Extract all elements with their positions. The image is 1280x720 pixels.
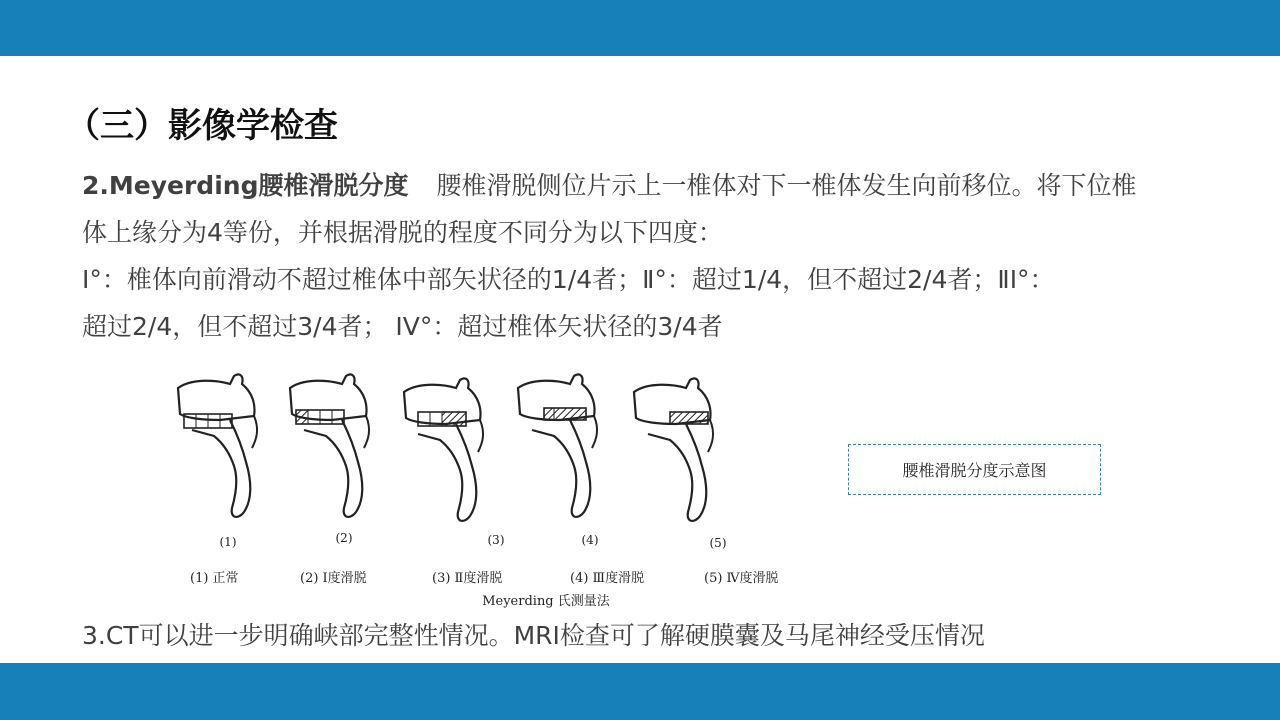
vertebra-grade-4 (634, 378, 713, 521)
vertebra-grade-3 (518, 374, 597, 517)
vertebra-grade-1 (290, 374, 369, 517)
top-banner (0, 0, 1280, 56)
spondylolisthesis-grading-figure (166, 362, 816, 618)
description-line-1 (82, 162, 1202, 209)
figure-number-4: (4) (581, 533, 599, 547)
figure-caption: 腰椎滑脱分度示意图 (848, 444, 1101, 495)
slide-title: （三）影像学检查 (66, 106, 338, 146)
figure-label-3: (3) Ⅱ度滑脱 (432, 571, 503, 586)
ct-mri-note: 3.CT可以进一步明确峡部完整性情况。MRI检查可了解硬膜囊及马尾神经受压情况 (82, 621, 985, 650)
vertebra-normal (178, 374, 257, 517)
figure-label-4: (4) Ⅲ度滑脱 (570, 571, 645, 586)
vertebra-diagram (166, 362, 816, 618)
figure-label-2: (2) Ⅰ度滑脱 (300, 571, 367, 586)
grade-definitions-line-2: 超过2/4，但不超过3/4者； IV°：超过椎体矢状径的3/4者 (82, 312, 723, 341)
bottom-banner (0, 663, 1280, 720)
vertebra-grade-2 (404, 378, 483, 521)
figure-label-1: (1) 正常 (190, 571, 239, 586)
grade-definitions-line-1: Ⅰ°：椎体向前滑动不超过椎体中部矢状径的1/4者；Ⅱ°：超过1/4，但不超过2/4者；ⅡⅠ°： (82, 265, 1055, 294)
meyerding-description (82, 162, 1202, 350)
figure-footnote: Meyerding 氏测量法 (482, 594, 610, 609)
figure-number-5: (5) (709, 536, 727, 550)
figure-number-1: (1) (219, 535, 237, 549)
figure-label-5: (5) Ⅳ度滑脱 (704, 571, 779, 586)
meyerding-heading: 2.Meyerding腰椎滑脱分度 (82, 171, 409, 200)
figure-number-2: (2) (335, 531, 353, 545)
description-line-2: 体上缘分为4等份，并根据滑脱的程度不同分为以下四度： (82, 218, 723, 247)
figure-number-3: (3) (487, 533, 505, 547)
description-line-1-text: 腰椎滑脱侧位片示上一椎体对下一椎体发生向前移位。将下位椎 (436, 171, 1137, 200)
